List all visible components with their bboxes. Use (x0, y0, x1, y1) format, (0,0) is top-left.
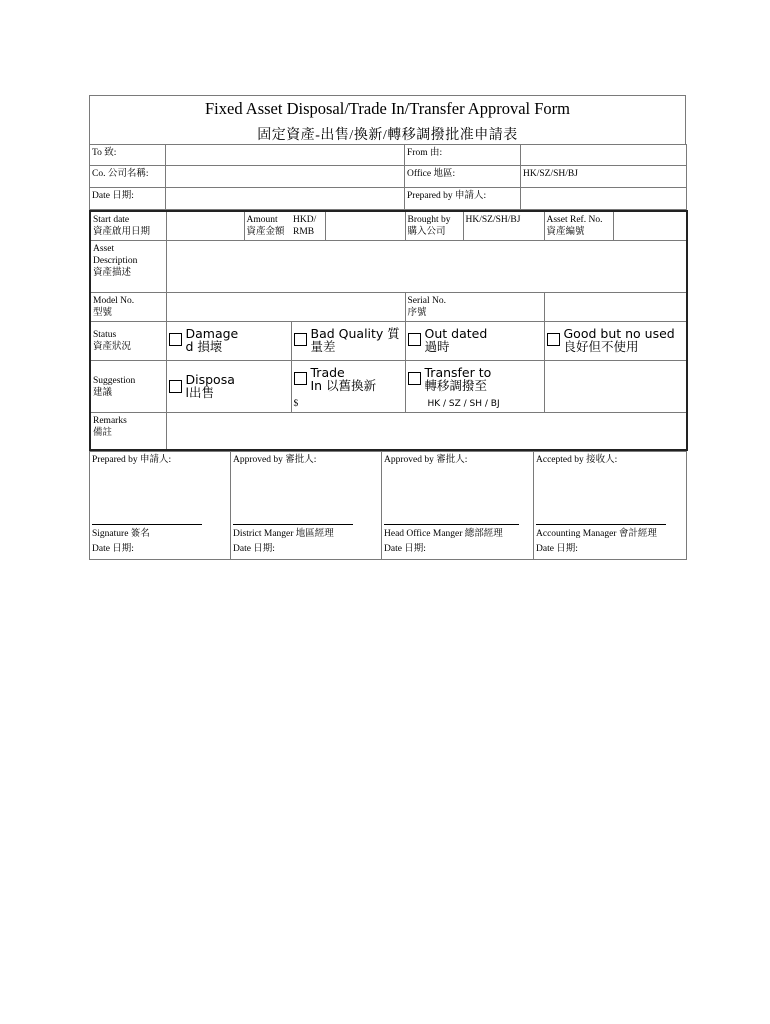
date-field[interactable] (166, 188, 405, 210)
from-label: From 由: (405, 145, 521, 166)
suggestion-option-disposal[interactable]: Disposa l出售 (166, 361, 291, 413)
start-date-field[interactable] (166, 211, 244, 241)
signature-line (92, 524, 202, 525)
checkbox-icon[interactable] (294, 372, 307, 385)
signature-table (89, 451, 687, 560)
description-field[interactable] (166, 241, 687, 293)
asset-ref-label: Asset Ref. No. 資產編號 (544, 211, 613, 241)
form-title: Fixed Asset Disposal/Trade In/Transfer Approval Form (205, 99, 570, 118)
date-label: Date 日期: (90, 188, 166, 210)
form-subtitle: 固定資產-出售/換新/轉移調撥批准申請表 (257, 128, 518, 143)
checkbox-icon[interactable] (294, 333, 307, 346)
checkbox-icon[interactable] (169, 380, 182, 393)
suggestion-option-transfer[interactable]: Transfer to 轉移調撥至 HK / SZ / SH / BJ (405, 361, 544, 413)
description-label: Asset Description 資產描述 (90, 241, 166, 293)
asset-ref-field[interactable] (613, 211, 687, 241)
checkbox-icon[interactable] (169, 333, 182, 346)
currency-label: HKD/ RMB (291, 211, 325, 241)
signature-prepared-by[interactable]: Prepared by 申請人: Signature 簽名 Date 日期: (90, 451, 231, 559)
company-field[interactable] (166, 166, 405, 188)
serial-label: Serial No. 序號 (405, 293, 544, 322)
signature-accounting-manager[interactable]: Accepted by 接收人: Accounting Manager 會計經理 Date 日期: (534, 451, 687, 559)
to-label: To 致: (90, 145, 166, 166)
suggestion-option-trade-in[interactable]: Trade In 以舊換新 $ (291, 361, 405, 413)
company-label: Co. 公司名稱: (90, 166, 166, 188)
trade-in-amount-field[interactable]: $ (293, 399, 299, 409)
signature-district-manager[interactable]: Approved by 審批人: District Manger 地區經理 Date 日期: (231, 451, 382, 559)
transfer-destination-options[interactable]: HK / SZ / SH / BJ (427, 399, 500, 409)
start-date-label: Start date 資產啟用日期 (90, 211, 166, 241)
checkbox-icon[interactable] (408, 372, 421, 385)
office-options[interactable]: HK/SZ/SH/BJ (521, 166, 687, 188)
brought-by-options[interactable]: HK/SZ/SH/BJ (463, 211, 544, 241)
prepared-by-field[interactable] (521, 188, 687, 210)
office-label: Office 地區: (405, 166, 521, 188)
status-label: Status 資產狀況 (90, 322, 166, 361)
brought-by-label: Brought by 購入公司 (405, 211, 463, 241)
status-option-out-dated[interactable]: Out dated 過時 (405, 322, 544, 361)
from-field[interactable] (521, 145, 687, 166)
remarks-field[interactable] (166, 413, 687, 450)
model-label: Model No. 型號 (90, 293, 166, 322)
signature-line (536, 524, 666, 525)
status-option-bad-quality[interactable]: Bad Quality 質 量差 (291, 322, 405, 361)
suggestion-label: Suggestion 建議 (90, 361, 166, 413)
checkbox-icon[interactable] (408, 333, 421, 346)
status-option-damaged[interactable]: Damage d 損壞 (166, 322, 291, 361)
asset-table (89, 210, 688, 451)
approval-form (89, 95, 686, 560)
suggestion-extra-field[interactable] (544, 361, 687, 413)
signature-line (384, 524, 519, 525)
signature-head-office-manager[interactable]: Approved by 審批人: Head Office Manger 總部經理 Date 日期: (382, 451, 534, 559)
prepared-by-label: Prepared by 申請人: (405, 188, 521, 210)
remarks-label: Remarks 備註 (90, 413, 166, 450)
amount-field[interactable] (325, 211, 405, 241)
signature-line (233, 524, 353, 525)
amount-label: Amount 資產金額 (244, 211, 291, 241)
form-header (89, 95, 686, 144)
to-field[interactable] (166, 145, 405, 166)
header-table (89, 144, 687, 210)
serial-field[interactable] (544, 293, 687, 322)
status-option-good-not-used[interactable]: Good but no used 良好但不使用 (544, 322, 687, 361)
checkbox-icon[interactable] (547, 333, 560, 346)
model-field[interactable] (166, 293, 405, 322)
